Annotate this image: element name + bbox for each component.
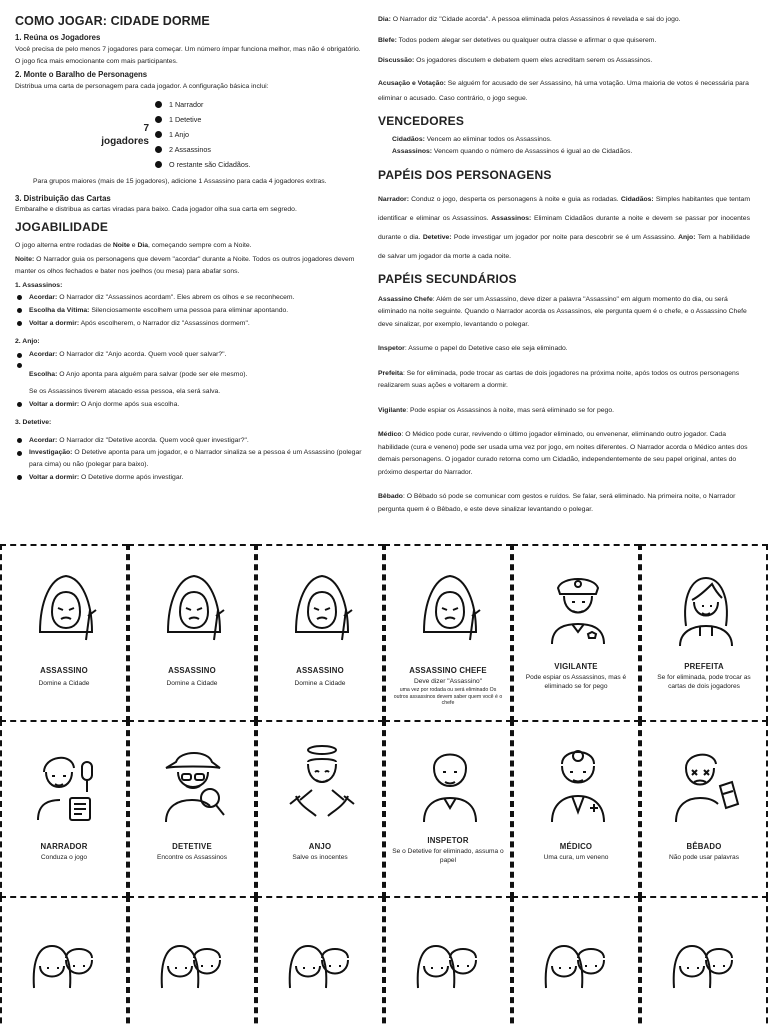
bullet-icon bbox=[17, 295, 22, 300]
card-row bbox=[0, 896, 768, 1024]
card-drunk bbox=[640, 720, 768, 898]
list-item: Voltar a dormir: O Anjo dorme após sua escolha. bbox=[17, 398, 367, 411]
card-inspector bbox=[384, 720, 512, 898]
card-fine-print: uma vez por rodada ou será eliminado Os outros assassinos devem saber quem você é o chefe bbox=[393, 687, 503, 706]
card-citizens bbox=[128, 896, 256, 1024]
secondary-role: Prefeita: Se for eliminada, pode trocar as cartas de dois jogadores na próxima noite, após todos os outros personagens realizarem suas ações e voltarem a dormir. bbox=[378, 369, 740, 389]
roles-text: Narrador: Conduz o jogo, desperta os personagens à noite e guia as rodadas. Cidadãos: Simples habitantes que tentam identificar e eliminar os Assassinos. Assassinos: Eliminam Cidadãos durante a noite e devem se passar por inocentes durante o dia. Detetive: Pode investigar um jogador por noite para descobrir se é um Assassino. Anjo: Tem a habilidade de salvar um jogador da morte a cada noite. bbox=[378, 195, 751, 260]
angel-sleep bbox=[17, 398, 367, 411]
angel-note: Se os Assassinos tiverem atacado essa pessoa, ela será salva. bbox=[29, 388, 221, 395]
secondary-role: Bêbado: O Bêbado só pode se comunicar com gestos e ruídos. Se falar, será eliminado. Na primeira noite, o Narrador pergunta quem é o Bêbado, e este deve sinalizar levantando o polegar. bbox=[378, 493, 736, 513]
list-item: Voltar a dormir: O Detetive dorme após investigar. bbox=[17, 471, 367, 484]
detective-title: 3. Detetive: bbox=[15, 419, 52, 426]
bullet-icon bbox=[17, 438, 22, 443]
card-title: ASSASSINO bbox=[40, 666, 88, 675]
rules-right-column bbox=[378, 14, 750, 524]
config-item: O restante são Cidadãos. bbox=[155, 157, 251, 172]
character-cards bbox=[0, 544, 768, 1024]
card-title: ASSASSINO bbox=[168, 666, 216, 675]
card-desc: Se o Detetive for eliminado, assuma o papel bbox=[392, 848, 504, 864]
config-list bbox=[155, 97, 251, 172]
list-item: Escolha: O Anjo aponta para alguém para salvar (pode ser ele mesmo). bbox=[17, 363, 367, 383]
card-title: DETETIVE bbox=[172, 842, 212, 851]
card-desc: Salve os inocentes bbox=[292, 854, 348, 861]
bluff-text: Blefe: Todos podem alegar ser detetives ou qualquer outra classe e afirmar o que quiserem. bbox=[378, 36, 657, 44]
night-text: Noite: O Narrador guia os personagens que devem "acordar" durante a Noite. Todos os outros jogadores devem manter os olhos fechados e bater nos joelhos (ou mesa) para abafar sons. bbox=[15, 256, 355, 275]
angel-halo-icon bbox=[286, 742, 358, 824]
section-distribute-title: 3. Distribuição das Cartas bbox=[15, 194, 111, 203]
winners-title: VENCEDORES bbox=[378, 113, 465, 128]
list-item: Investigação: O Detetive aponta para um jogador, e o Narrador sinaliza se a pessoa é um Assassino (polegar para cima) ou não (polegar para baixo). bbox=[17, 447, 367, 471]
card-title: ANJO bbox=[308, 842, 332, 851]
card-desc: Deve dizer "Assassino" bbox=[413, 678, 483, 685]
config-player-count: 7 jogadores bbox=[101, 122, 149, 147]
card-title: ASSASSINO bbox=[296, 666, 344, 675]
section-distribute-text: Embaralhe e distribua as cartas viradas para baixo. Cada jogador olha sua carta em segredo. bbox=[15, 206, 297, 213]
config-item: 1 Anjo bbox=[155, 127, 251, 142]
section-gather-text: Você precisa de pelo menos 7 jogadores para começar. Um número ímpar funciona melhor, mas não é obrigatório. O jogo fica mais emocionante com mais participantes. bbox=[15, 46, 361, 65]
card-desc: Uma cura, um veneno bbox=[543, 854, 609, 861]
secondary-role: Médico: O Médico pode curar, revivendo o último jogador eliminado, ou envenenar, eliminando outro jogador. Cada habilidade (cura e veneno) pode ser usada uma vez por jogo, em noites diferentes. O Narrador acorda o Médico antes dos demais personagens. O jogador curado retorna como um Cidadão, independentemente de seu papel original, antes do próximo despertar do Narrador. bbox=[378, 431, 748, 476]
section-gather-title: 1. Reúna os Jogadores bbox=[15, 33, 101, 42]
card-desc: Não pode usar palavras bbox=[668, 854, 739, 861]
section-deck-text: Distribua uma carta de personagem para cada jogador. A configuração básica inclui: bbox=[15, 83, 269, 90]
day-text: Dia: O Narrador diz "Cidade acorda". A pessoa eliminada pelos Assassinos é revelada e sai do jogo. bbox=[378, 16, 681, 23]
bullet-icon bbox=[17, 475, 22, 480]
assassins-title: 1. Assassinos: bbox=[15, 282, 63, 289]
card-citizens bbox=[384, 896, 512, 1024]
citizens-couple-icon bbox=[656, 918, 756, 1000]
card-title: BÊBADO bbox=[686, 842, 722, 851]
list-item: Acordar: O Narrador diz "Detetive acorda. Quem você quer investigar?". bbox=[17, 434, 367, 447]
woman-icon bbox=[670, 566, 742, 648]
angel-title: 2. Anjo: bbox=[15, 338, 40, 345]
assassins-steps bbox=[17, 291, 367, 330]
citizens-couple-icon bbox=[144, 918, 244, 1000]
card-mayor bbox=[640, 544, 768, 722]
bullet-icon bbox=[17, 308, 22, 313]
list-item: Escolha da Vítima: Silenciosamente escolhem uma pessoa para eliminar apontando. bbox=[17, 304, 367, 317]
card-assassin-chief bbox=[384, 544, 512, 722]
card-citizens bbox=[256, 896, 384, 1024]
card-title: PREFEITA bbox=[684, 662, 724, 671]
config-item: 1 Detetive bbox=[155, 112, 251, 127]
gameplay-intro: O jogo alterna entre rodadas de Noite e Dia, começando sempre com a Noite. bbox=[15, 242, 252, 249]
angel-steps bbox=[17, 347, 367, 383]
card-assassin bbox=[128, 544, 256, 722]
page-title: COMO JOGAR: CIDADE DORME bbox=[15, 14, 210, 28]
winners-citizens: Cidadãos: Vencem ao eliminar todos os Assassinos. bbox=[392, 135, 552, 143]
card-citizens bbox=[0, 896, 128, 1024]
card-desc: Conduza o jogo bbox=[40, 854, 88, 861]
card-desc: Se for eliminada, pode trocar as cartas de dois jogadores bbox=[657, 674, 751, 690]
list-item: Acordar: O Narrador diz "Anjo acorda. Quem você quer salvar?". bbox=[17, 347, 367, 363]
winners-assassins: Assassinos: Vencem quando o número de Assassinos é igual ao de Cidadãos. bbox=[392, 147, 633, 155]
secondary-role: Assassino Chefe: Além de ser um Assassino, deve dizer a palavra "Assassino" em algum momento do dia, ou será eliminado na noite seguinte. Quando o Narrador acorda os Assassinos, ele pergunta quem é o chefe, e o Assassino Chefe deve sinalizar, por exemplo, levantando o polegar. bbox=[378, 295, 747, 328]
doctor-icon bbox=[542, 742, 614, 824]
bullet-icon bbox=[155, 146, 162, 153]
secondary-roles-title: PAPÉIS SECUNDÁRIOS bbox=[378, 271, 517, 286]
secondary-role: Inspetor: Assume o papel do Detetive caso ele seja eliminado. bbox=[378, 345, 568, 352]
card-title: ASSASSINO CHEFE bbox=[409, 666, 487, 675]
card-detective bbox=[128, 720, 256, 898]
card-angel bbox=[256, 720, 384, 898]
card-citizens bbox=[512, 896, 640, 1024]
bullet-icon bbox=[17, 363, 22, 368]
basic-config bbox=[15, 97, 367, 172]
card-assassin bbox=[0, 544, 128, 722]
citizens-couple-icon bbox=[272, 918, 372, 1000]
citizens-couple-icon bbox=[400, 918, 500, 1000]
list-item: Acordar: O Narrador diz "Assassinos acordam". Eles abrem os olhos e se reconhecem. bbox=[17, 291, 367, 304]
police-officer-icon bbox=[542, 566, 614, 648]
hooded-assassin-icon bbox=[30, 566, 102, 648]
bullet-icon bbox=[155, 161, 162, 168]
discussion-text: Discussão: Os jogadores discutem e debatem quem eles acreditam serem os Assassinos. bbox=[378, 57, 653, 64]
card-vigilante bbox=[512, 544, 640, 722]
card-title: INSPETOR bbox=[427, 836, 469, 845]
card-desc: Encontre os Assassinos bbox=[156, 854, 227, 861]
narrator-microphone-icon bbox=[30, 742, 102, 824]
drunk-bottle-icon bbox=[670, 742, 742, 824]
card-assassin bbox=[256, 544, 384, 722]
card-doctor bbox=[512, 720, 640, 898]
man-inspector-icon bbox=[414, 742, 486, 824]
bullet-icon bbox=[17, 451, 22, 456]
card-desc: Domine a Cidade bbox=[38, 680, 90, 687]
detective-magnifier-icon bbox=[158, 742, 230, 824]
card-desc: Pode espiar os Assassinos, mas é eliminado se for pego bbox=[525, 674, 627, 690]
vote-text: Acusação e Votação: Se alguém for acusado de ser Assassino, há uma votação. Uma maioria de votos é necessária para eliminar o acusado. Caso contrário, o jogo segue. bbox=[378, 79, 749, 102]
bullet-icon bbox=[17, 321, 22, 326]
roles-title: PAPÉIS DOS PERSONAGENS bbox=[378, 167, 552, 182]
card-title: MÉDICO bbox=[559, 842, 593, 851]
hooded-assassin-chief-icon bbox=[414, 566, 486, 648]
bullet-icon bbox=[17, 402, 22, 407]
detective-steps bbox=[17, 434, 367, 484]
card-title: NARRADOR bbox=[40, 842, 88, 851]
hooded-assassin-icon bbox=[286, 566, 358, 648]
config-item: 2 Assassinos bbox=[155, 142, 251, 157]
card-title: VIGILANTE bbox=[554, 662, 598, 671]
bullet-icon bbox=[155, 101, 162, 108]
card-citizens bbox=[640, 896, 768, 1024]
card-row bbox=[0, 544, 768, 722]
card-narrator bbox=[0, 720, 128, 898]
card-row bbox=[0, 720, 768, 898]
bullet-icon bbox=[17, 353, 22, 358]
citizens-couple-icon bbox=[528, 918, 628, 1000]
section-deck-title: 2. Monte o Baralho de Personagens bbox=[15, 70, 148, 79]
list-item: Voltar a dormir: Após escolherem, o Narrador diz "Assassinos dormem". bbox=[17, 317, 367, 330]
gameplay-title: JOGABILIDADE bbox=[15, 220, 109, 234]
secondary-role: Vigilante: Pode espiar os Assassinos à noite, mas será eliminado se for pego. bbox=[378, 406, 614, 414]
card-desc: Domine a Cidade bbox=[294, 680, 346, 687]
hooded-assassin-icon bbox=[158, 566, 230, 648]
config-note: Para grupos maiores (mais de 15 jogadores), adicione 1 Assassino para cada 4 jogadores extras. bbox=[33, 178, 327, 185]
bullet-icon bbox=[155, 116, 162, 123]
rules-left-column bbox=[15, 14, 367, 484]
bullet-icon bbox=[155, 131, 162, 138]
config-item: 1 Narrador bbox=[155, 97, 251, 112]
card-desc: Domine a Cidade bbox=[166, 680, 218, 687]
citizens-couple-icon bbox=[16, 918, 116, 1000]
